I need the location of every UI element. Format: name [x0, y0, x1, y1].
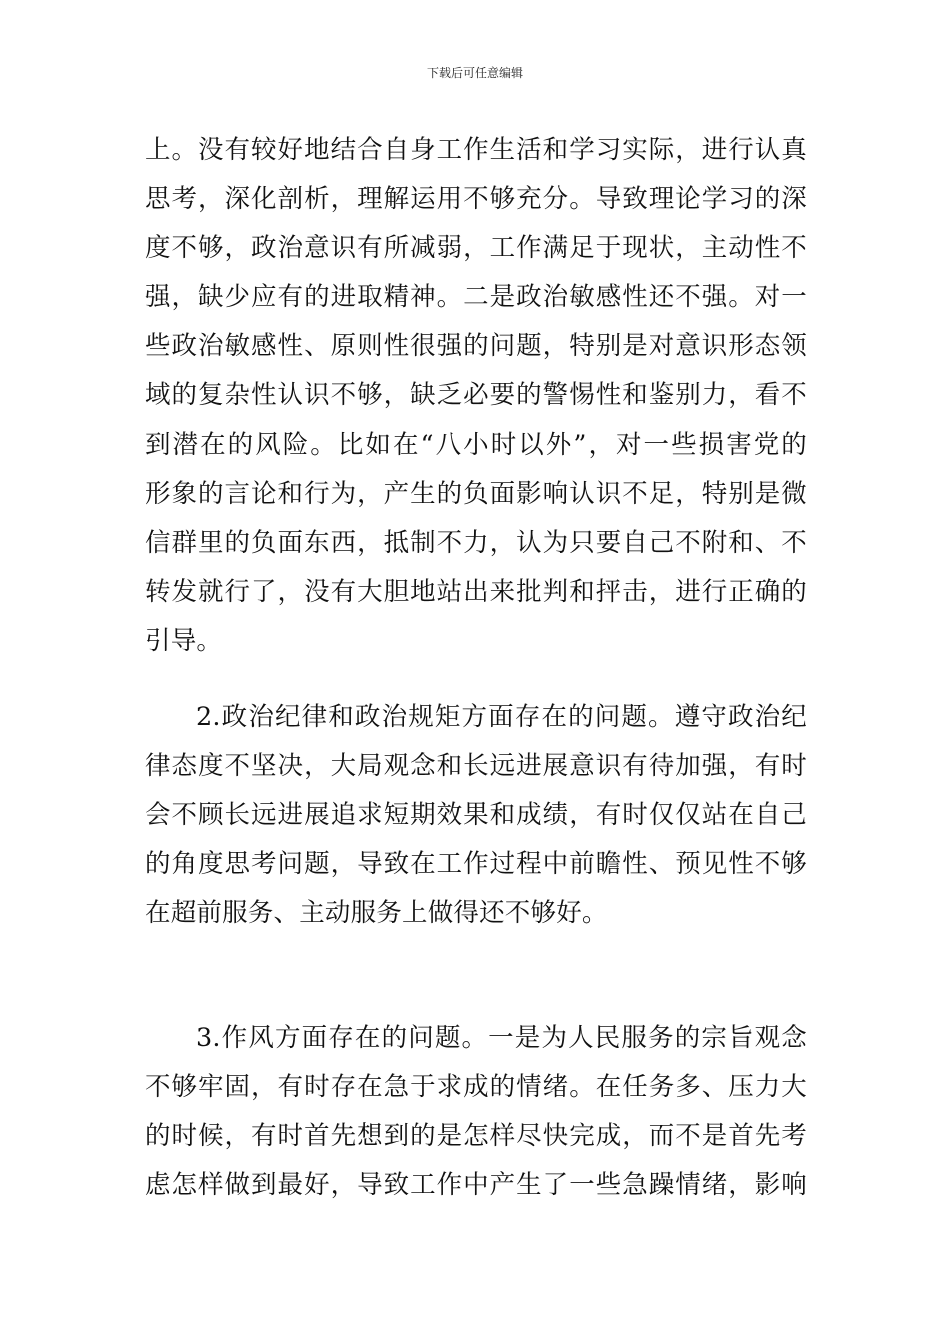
text-line: 域的复杂性认识不够，缺乏必要的警惕性和鉴别力，看不 — [145, 380, 807, 411]
text-line: 强，缺少应有的进取精神。二是政治敏感性还不强。对一 — [145, 282, 807, 313]
text-line: 的角度思考问题，导致在工作过程中前瞻性、预见性不够 — [145, 849, 807, 880]
text-line: 些政治敏感性、原则性很强的问题，特别是对意识形态领 — [145, 331, 807, 362]
text-line: 律态度不坚决，大局观念和长远进展意识有待加强，有时 — [145, 751, 807, 782]
text-line: 虑怎样做到最好，导致工作中产生了一些急躁情绪，影响 — [145, 1170, 807, 1201]
text-line: 上。没有较好地结合自身工作生活和学习实际，进行认真 — [145, 135, 807, 165]
text-line: 形象的言论和行为，产生的负面影响认识不足，特别是微 — [145, 478, 807, 509]
paragraph-work-style — [145, 1014, 807, 1210]
text-line: 3.作风方面存在的问题。一是为人民服务的宗旨观念 — [196, 1023, 807, 1053]
text-line: 度不够，政治意识有所减弱，工作满足于现状，主动性不 — [145, 233, 807, 264]
text-line: 到潜在的风险。比如在“八小时以外”，对一些损害党的 — [145, 429, 807, 460]
text-line: 引导。 — [145, 625, 223, 656]
page-header-note: 下载后可任意编辑 — [426, 66, 523, 80]
text-line: 会不顾长远进展追求短期效果和成绩，有时仅仅站在自己 — [145, 800, 807, 831]
text-line: 信群里的负面东西，抵制不力，认为只要自己不附和、不 — [145, 527, 807, 558]
text-line: 转发就行了，没有大胆地站出来批判和抨击，进行正确的 — [145, 576, 807, 607]
text-line: 2.政治纪律和政治规矩方面存在的问题。遵守政治纪 — [196, 702, 807, 732]
text-line: 思考，深化剖析，理解运用不够充分。导致理论学习的深 — [145, 184, 807, 215]
text-line: 在超前服务、主动服务上做得还不够好。 — [145, 898, 608, 929]
paragraph-political-awareness — [145, 126, 807, 666]
paragraph-political-discipline — [145, 693, 807, 938]
text-line: 不够牢固，有时存在急于求成的情绪。在任务多、压力大 — [145, 1072, 807, 1103]
text-line: 的时候，有时首先想到的是怎样尽快完成，而不是首先考 — [145, 1121, 807, 1152]
